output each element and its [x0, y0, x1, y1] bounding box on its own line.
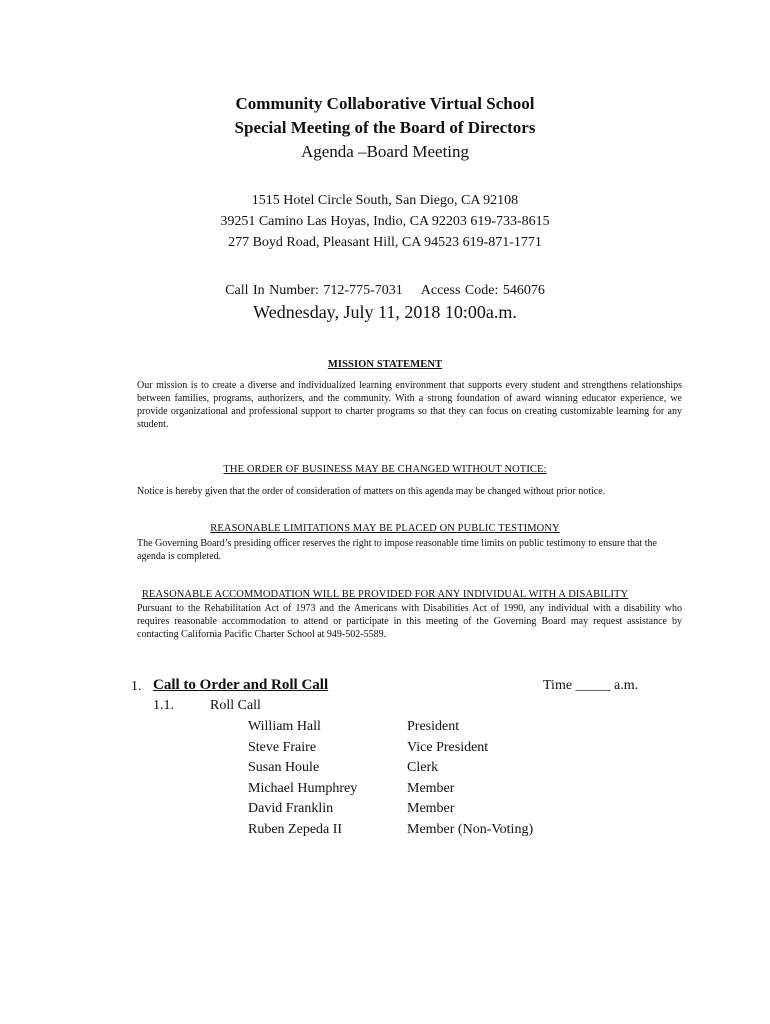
call-in-number: Call In Number: 712-775-7031	[225, 283, 403, 298]
address-line: 277 Boyd Road, Pleasant Hill, CA 94523 619-871-1771	[228, 235, 542, 250]
agenda-item-number: 1.	[131, 679, 142, 694]
member-name: Ruben Zepeda II	[248, 821, 343, 837]
accommodation-text: Pursuant to the Rehabilitation Act of 1973 and the Americans with Disabilities Act of 1990, any individual with a disability who requires reasonable accommodation to attend or participate in this meeting of the Governing Board may request assistance by contacting California Pacific Charter School at 949-502-5589.	[137, 603, 682, 640]
meeting-datetime: Wednesday, July 11, 2018 10:00a.m.	[253, 302, 517, 322]
member-role: Vice President	[407, 739, 489, 755]
order-of-business-text: Notice is hereby given that the order of consideration of matters on this agenda may be changed without prior notice.	[137, 486, 606, 497]
roll-call-row	[248, 738, 568, 759]
roll-call-row	[248, 820, 568, 841]
address-line: 1515 Hotel Circle South, San Diego, CA 92108	[251, 193, 519, 208]
roll-call-row	[248, 758, 568, 779]
meeting-type: Special Meeting of the Board of Directors	[234, 118, 536, 137]
call-in-info	[0, 283, 770, 299]
school-name: Community Collaborative Virtual School	[235, 94, 535, 113]
agenda-item-title: Call to Order and Roll Call	[153, 677, 329, 693]
roll-call-row	[248, 779, 568, 800]
member-name: Michael Humphrey	[248, 780, 358, 796]
member-name: David Franklin	[248, 801, 334, 816]
time-field: Time _____ a.m.	[543, 678, 639, 693]
roll-call-list	[248, 717, 568, 840]
mission-text: Our mission is to create a diverse and individualized learning environment that supports every student and strengthens relationships between families, programs, authorizers, and the community. With a strong foundation of award winning educator experience, we provide organizational and professional support to charter programs so that they can focus on creating customizable learning for any student.	[137, 380, 682, 430]
member-name: Susan Houle	[248, 760, 320, 775]
member-role: President	[407, 719, 460, 734]
public-testimony-heading: REASONABLE LIMITATIONS MAY BE PLACED ON PUBLIC TESTIMONY	[210, 523, 560, 534]
member-name: William Hall	[248, 719, 321, 734]
order-of-business-heading: THE ORDER OF BUSINESS MAY BE CHANGED WITHOUT NOTICE:	[223, 464, 547, 475]
member-role: Clerk	[407, 760, 439, 775]
address-line: 39251 Camino Las Hoyas, Indio, CA 92203 619-733-8615	[220, 214, 550, 229]
accommodation-heading: REASONABLE ACCOMMODATION WILL BE PROVIDED FOR ANY INDIVIDUAL WITH A DISABILITY	[141, 589, 629, 600]
public-testimony-text: The Governing Board’s presiding officer reserves the right to impose reasonable time limits on public testimony to ensure that the agenda is completed.	[137, 538, 657, 562]
member-name: Steve Fraire	[248, 739, 317, 755]
document-title: Agenda –Board Meeting	[300, 142, 470, 161]
sub-item-number: 1.1.	[153, 698, 174, 713]
roll-call-row	[248, 717, 568, 738]
access-code: Access Code: 546076	[420, 283, 545, 298]
roll-call-row	[248, 799, 568, 820]
member-role: Member (Non-Voting)	[407, 821, 534, 837]
member-role: Member	[407, 801, 455, 816]
mission-heading: MISSION STATEMENT	[327, 359, 443, 370]
member-role: Member	[407, 780, 455, 796]
sub-item-title: Roll Call	[210, 698, 261, 713]
